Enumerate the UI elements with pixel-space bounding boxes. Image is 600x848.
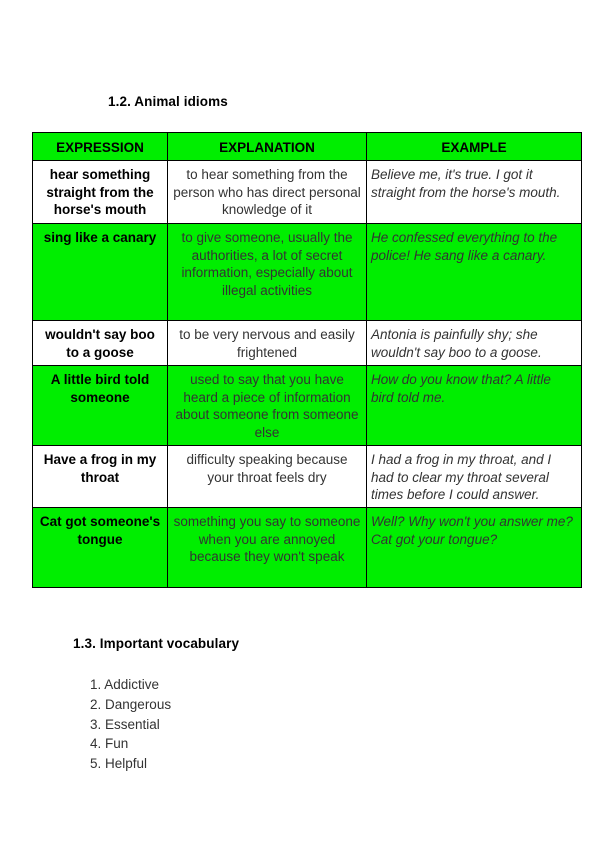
list-item <box>90 754 171 774</box>
idioms-table <box>32 132 582 588</box>
table-header-row <box>33 133 582 161</box>
table-row <box>33 508 582 588</box>
example-cell: Well? Why won't you answer me? Cat got your tongue? <box>367 508 582 588</box>
list-item-number: 3. <box>90 716 102 732</box>
expression-cell: hear something straight from the horse's mouth <box>33 161 168 224</box>
expression-cell: sing like a canary <box>33 224 168 321</box>
table-row <box>33 366 582 446</box>
list-item-number: 4. <box>90 736 102 752</box>
example-cell: How do you know that? A little bird told me. <box>367 366 582 446</box>
explanation-cell: used to say that you have heard a piece of information about someone from someone else <box>168 366 367 446</box>
explanation-cell: to hear something from the person who has direct personal knowledge of it <box>168 161 367 224</box>
vocabulary-list <box>90 675 171 774</box>
section-title-animal-idioms: 1.2. Animal idioms <box>108 94 228 109</box>
list-item-text: Dangerous <box>105 696 172 712</box>
explanation-cell: to be very nervous and easily frightened <box>168 321 367 366</box>
list-item-text: Addictive <box>104 677 160 692</box>
explanation-cell: something you say to someone when you are annoyed because they won't speak <box>168 508 367 588</box>
explanation-cell: difficulty speaking because your throat feels dry <box>168 446 367 508</box>
list-item-text: Fun <box>105 736 129 752</box>
expression-cell: wouldn't say boo to a goose <box>33 321 168 366</box>
explanation-cell: to give someone, usually the authorities, a lot of secret information, especially about illegal activities <box>168 224 367 321</box>
example-cell: Believe me, it's true. I got it straight from the horse's mouth. <box>367 161 582 224</box>
example-cell: He confessed everything to the police! He sang like a canary. <box>367 224 582 321</box>
expression-cell: Have a frog in my throat <box>33 446 168 508</box>
expression-cell: A little bird told someone <box>33 366 168 446</box>
table-row <box>33 321 582 366</box>
list-item <box>90 734 171 754</box>
list-item-text: Essential <box>105 716 160 732</box>
list-item-number: 2. <box>90 696 102 712</box>
expression-cell: Cat got someone's tongue <box>33 508 168 588</box>
list-item-number: 1. <box>90 677 102 692</box>
header-expression: EXPRESSION <box>33 133 168 161</box>
list-item-number: 5. <box>90 756 102 772</box>
section-title-important-vocabulary: 1.3. Important vocabulary <box>73 636 240 651</box>
table-row <box>33 446 582 508</box>
example-cell: I had a frog in my throat, and I had to clear my throat several times before I could answer. <box>367 446 582 508</box>
list-item <box>90 675 171 695</box>
table-row <box>33 161 582 224</box>
list-item <box>90 695 171 715</box>
header-example: EXAMPLE <box>367 133 582 161</box>
table-row <box>33 224 582 321</box>
list-item-text: Helpful <box>105 756 148 772</box>
list-item <box>90 715 171 735</box>
header-explanation: EXPLANATION <box>168 133 367 161</box>
example-cell: Antonia is painfully shy; she wouldn't say boo to a goose. <box>367 321 582 366</box>
